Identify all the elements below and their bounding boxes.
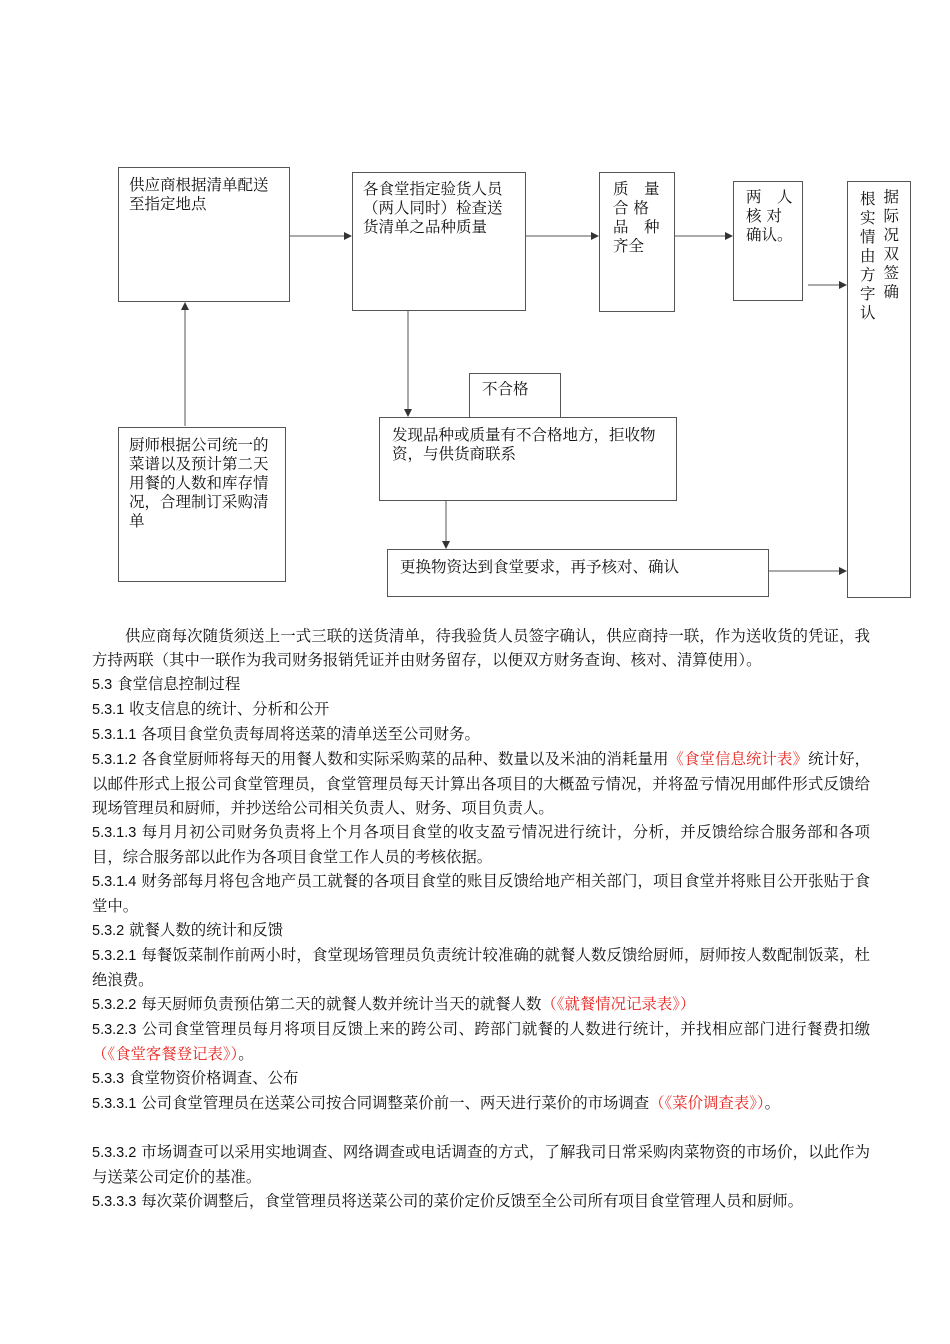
dual-sign-box bbox=[847, 181, 911, 598]
section-title: 收支信息的统计、分析和公开 bbox=[129, 700, 330, 718]
section-number: 5.3.2 bbox=[92, 923, 125, 939]
section-5-3-1 bbox=[92, 697, 870, 722]
section-title: 食堂物资价格调查、公布 bbox=[129, 1069, 299, 1087]
item-number: 5.3.2.2 bbox=[92, 997, 137, 1013]
fail-label-box bbox=[469, 373, 561, 418]
quality-line: 品 种 bbox=[613, 218, 660, 236]
item-text: 各食堂厨师将每天的用餐人数和实际采购菜的品种、数量以及米油的消耗量用 bbox=[141, 750, 669, 768]
confirm-line: 确认。 bbox=[746, 226, 793, 244]
item-5-3-1-3 bbox=[92, 820, 870, 869]
chef-planning-box bbox=[118, 427, 286, 582]
sign-char: 认 bbox=[860, 304, 876, 322]
item-number: 5.3.1.3 bbox=[92, 825, 137, 841]
chef-planning-text: 厨师根据公司统一的菜谱以及预计第二天用餐的人数和库存情况，合理制订采购清单 bbox=[129, 436, 269, 530]
item-number: 5.3.3.1 bbox=[92, 1096, 137, 1112]
confirm-line: 核 对 bbox=[746, 207, 782, 225]
sign-char: 方 bbox=[860, 266, 876, 284]
sign-char: 根 bbox=[860, 190, 876, 208]
item-number: 5.3.2.3 bbox=[92, 1022, 137, 1038]
item-text: 每月月初公司财务负责将上个月各项目食堂的收支盈亏情况进行统计，分析，并反馈给综合服务部和各项目，综合服务部以此作为各项目食堂工作人员的考核依据。 bbox=[92, 823, 870, 866]
reject-goods-text: 发现品种或质量有不合格地方，拒收物资，与供货商联系 bbox=[392, 426, 656, 463]
supplier-delivery-text: 供应商根据清单配送至指定地点 bbox=[129, 176, 269, 213]
section-title: 食堂信息控制过程 bbox=[117, 675, 241, 693]
section-title: 就餐人数的统计和反馈 bbox=[129, 921, 284, 939]
form-reference-link: （《菜价调查表》） bbox=[649, 1094, 765, 1112]
item-5-3-3-3 bbox=[92, 1189, 870, 1214]
item-5-3-2-1 bbox=[92, 943, 870, 992]
sign-char: 际 bbox=[883, 207, 900, 225]
replace-goods-text: 更换物资达到食堂要求，再予核对、确认 bbox=[400, 558, 680, 576]
sign-char: 据 bbox=[883, 188, 900, 206]
item-text: 每餐饭菜制作前两小时，食堂现场管理员负责统计较准确的就餐人数反馈给厨师，厨师按人数配制饭菜，杜绝浪费。 bbox=[92, 946, 870, 989]
item-text: 每天厨师负责预估第二天的就餐人数并统计当天的就餐人数 bbox=[141, 995, 542, 1013]
item-5-3-3-2 bbox=[92, 1140, 870, 1189]
item-number: 5.3.2.1 bbox=[92, 948, 137, 964]
item-text: 公司食堂管理员在送菜公司按合同调整菜价前一、两天进行菜价的市场调查 bbox=[141, 1094, 650, 1112]
sign-char: 情 bbox=[860, 228, 876, 246]
item-text: 公司食堂管理员每月将项目反馈上来的跨公司、跨部门就餐的人数进行统计，并找相应部门进行餐费扣缴 bbox=[141, 1020, 870, 1038]
item-number: 5.3.1.4 bbox=[92, 874, 137, 890]
item-text: 市场调查可以采用实地调查、网络调查或电话调查的方式，了解我司日常采购肉菜物资的市场价，以此作为与送菜公司定价的基准。 bbox=[92, 1143, 870, 1186]
item-text: 各项目食堂负责每周将送菜的清单送至公司财务。 bbox=[141, 725, 480, 743]
section-5-3-2 bbox=[92, 918, 870, 943]
item-5-3-1-4 bbox=[92, 869, 870, 918]
quality-line: 合 格 bbox=[613, 199, 649, 217]
item-5-3-3-1 bbox=[92, 1091, 870, 1116]
form-reference-link: （《就餐情况记录表》） bbox=[541, 995, 696, 1013]
item-tail: 。 bbox=[238, 1045, 254, 1063]
item-text: 每次菜价调整后，食堂管理员将送菜公司的菜价定价反馈至全公司所有项目食堂管理人员和厨师。 bbox=[141, 1192, 804, 1210]
item-5-3-1-2 bbox=[92, 747, 870, 820]
item-number: 5.3.3.2 bbox=[92, 1145, 137, 1161]
sign-char: 双 bbox=[883, 245, 900, 263]
replace-goods-box bbox=[387, 549, 769, 597]
sign-char: 况 bbox=[883, 226, 900, 244]
item-5-3-2-3 bbox=[92, 1017, 870, 1066]
quality-line: 齐全 bbox=[613, 237, 645, 255]
document-body bbox=[92, 624, 870, 1214]
item-number: 5.3.1.1 bbox=[92, 727, 137, 743]
blank-line bbox=[92, 1116, 870, 1140]
confirm-line: 两 人 bbox=[746, 188, 793, 206]
section-number: 5.3.1 bbox=[92, 702, 125, 718]
item-text: 财务部每月将包含地产员工就餐的各项目食堂的账目反馈给地产相关部门，项目食堂并将账目公开张贴于食堂中。 bbox=[92, 872, 870, 915]
sign-char: 实 bbox=[860, 209, 876, 227]
quality-check-box bbox=[599, 172, 675, 312]
section-5-3-3 bbox=[92, 1066, 870, 1091]
sign-char: 字 bbox=[860, 285, 876, 303]
sign-column-left bbox=[860, 188, 876, 597]
inspection-box bbox=[352, 172, 526, 311]
sign-char: 签 bbox=[883, 264, 900, 282]
item-5-3-2-2 bbox=[92, 992, 870, 1017]
section-number: 5.3 bbox=[92, 677, 113, 693]
section-5-3 bbox=[92, 672, 870, 697]
fail-label: 不合格 bbox=[482, 380, 529, 398]
quality-line: 质 量 bbox=[613, 180, 660, 198]
section-number: 5.3.3 bbox=[92, 1071, 125, 1087]
sign-char: 确 bbox=[883, 283, 900, 301]
item-tail: 。 bbox=[764, 1094, 780, 1112]
item-number: 5.3.1.2 bbox=[92, 752, 137, 768]
inspection-text: 各食堂指定验货人员（两人同时）检查送货清单之品种质量 bbox=[363, 180, 503, 236]
reject-goods-box bbox=[379, 417, 677, 501]
item-5-3-1-1 bbox=[92, 722, 870, 747]
sign-char: 由 bbox=[860, 247, 876, 265]
form-reference-link: 《食堂信息统计表》 bbox=[668, 750, 809, 768]
intro-paragraph: 供应商每次随货须送上一式三联的送货清单，待我验货人员签字确认，供应商持一联，作为送收货的凭证，我方持两联（其中一联作为我司财务报销凭证并由财务留存，以便双方财务查询、核对、清算使用）。 bbox=[92, 627, 870, 669]
two-person-confirm-box bbox=[733, 181, 803, 301]
form-reference-link: （《食堂客餐登记表》） bbox=[92, 1045, 239, 1063]
sign-column-right bbox=[884, 188, 900, 597]
item-text: 统计好，以邮件形式上报公司食堂管理员，食堂管理员每天计算出各项目的大概盈亏情况，并将盈亏情况用邮件形式反馈给现场管理员和厨师，并抄送给公司相关负责人、财务、项目负责人。 bbox=[92, 750, 870, 817]
supplier-delivery-box bbox=[118, 167, 290, 302]
item-number: 5.3.3.3 bbox=[92, 1194, 137, 1210]
